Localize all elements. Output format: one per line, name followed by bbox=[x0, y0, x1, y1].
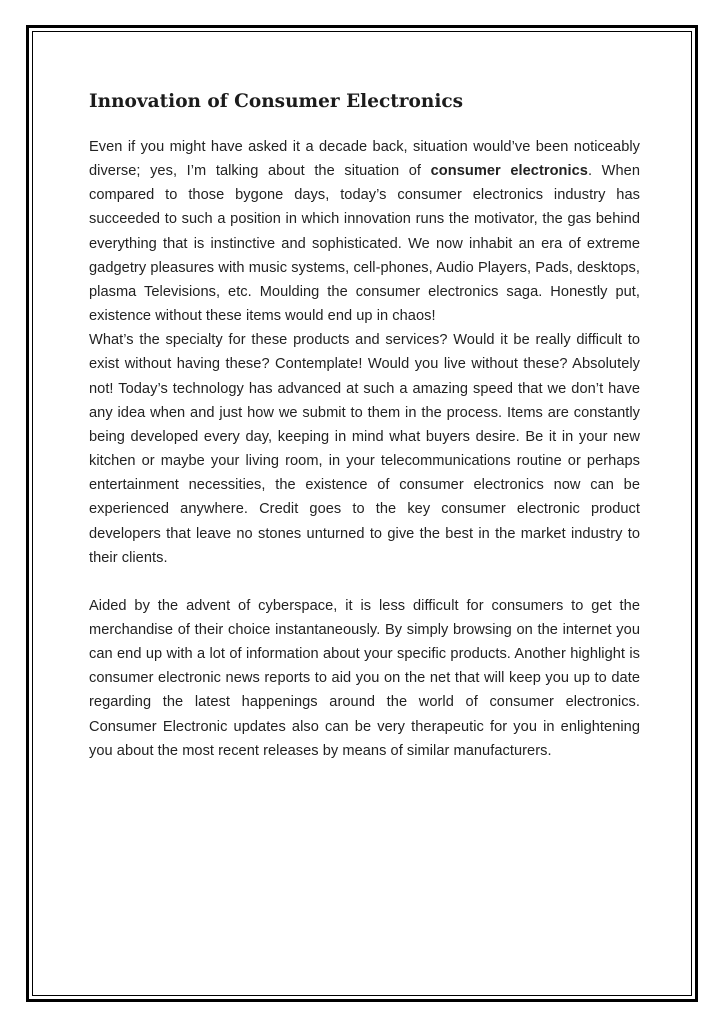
paragraph-1-bold-term: consumer electronics bbox=[430, 163, 588, 180]
document-body bbox=[89, 89, 640, 763]
paragraph-2: What’s the specialty for these products and services? Would it be really difficult to exist without having these? Contemplate! Would you live without these? Absolutely not! Today’s technology has advanced at such a amazing speed that we don’t have any idea when and just how we submit to them in the process. Items are constantly being developed every day, keeping in mind what buyers desire. Be it in your new kitchen or maybe your living room, in your telecommunications routine or perhaps entertainment necessities, the existence of consumer electronics now can be experienced anywhere. Credit goes to the key consumer electronic product developers that leave no stones unturned to give the best in the market industry to their clients. bbox=[89, 332, 640, 566]
paragraph-1 bbox=[89, 135, 640, 328]
paragraph-1-text-start: Even if you might have asked it a decade back, situation would’ve been noticeably diverse; yes, I’m talking about the situation of bbox=[89, 139, 640, 180]
document-title: Innovation of Consumer Electronics bbox=[89, 91, 464, 112]
paragraph-3: Aided by the advent of cyberspace, it is less difficult for consumers to get the merchandise of their choice instantaneously. By simply browsing on the internet you can end up with a lot of information about your specific products. Another highlight is consumer electronic news reports to aid you on the net that will keep you up to date regarding the latest happenings around the world of consumer electronics. Consumer Electronic updates also can be very therapeutic for you in enlightening you about the most recent releases by means of similar manufacturers. bbox=[89, 597, 640, 759]
paragraph-1-text-end: . When compared to those bygone days, today’s consumer electronics industry has succeeded to such a position in which innovation runs the motivator, the gas behind everything that is instinctive and sophisticated. We now inhabit an era of extreme gadgetry pleasures with music systems, cell-phones, Audio Players, Pads, desktops, plasma Televisions, etc. Moulding the consumer electronics saga. Honestly put, existence without these items would end up in chaos! bbox=[89, 163, 640, 325]
